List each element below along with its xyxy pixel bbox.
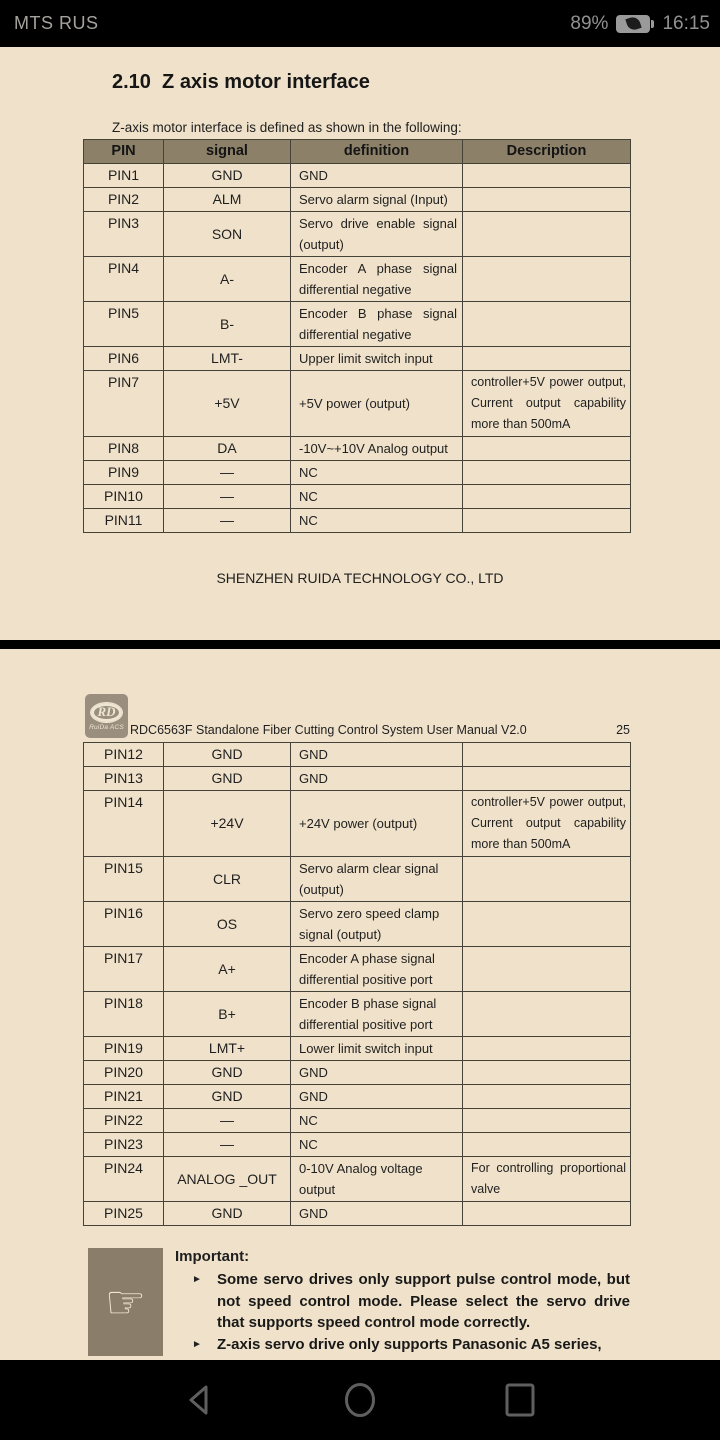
- description-cell: [463, 437, 631, 461]
- signal-cell: GND: [164, 1061, 291, 1085]
- definition-cell: -10V~+10V Analog output: [291, 437, 463, 461]
- signal-cell: GND: [164, 767, 291, 791]
- pin-table-page2: [83, 742, 631, 1226]
- battery-saver-leaf-icon: [625, 15, 641, 31]
- important-body: [175, 1248, 630, 1356]
- signal-cell: GND: [164, 1085, 291, 1109]
- signal-cell: —: [164, 485, 291, 509]
- pin-cell: PIN16: [84, 902, 164, 947]
- home-circle-icon: [342, 1382, 378, 1418]
- column-header: signal: [164, 140, 291, 164]
- table-row: [84, 164, 631, 188]
- company-footer: SHENZHEN RUIDA TECHNOLOGY CO., LTD: [216, 570, 504, 586]
- description-cell: [463, 212, 631, 257]
- table-row: [84, 743, 631, 767]
- table-row: [84, 461, 631, 485]
- document-page-2[interactable]: [0, 649, 720, 1360]
- bullet-text: Some servo drives only support pulse control mode, but not speed control mode. Please select the servo drive that supports speed control mode correctly.: [217, 1271, 630, 1331]
- table-row: [84, 857, 631, 902]
- recents-square-icon: [502, 1382, 538, 1418]
- pointing-hand-icon: ☞: [104, 1275, 147, 1329]
- definition-cell: Servo alarm clear signal (output): [291, 857, 463, 902]
- description-cell: [463, 1085, 631, 1109]
- description-cell: [463, 992, 631, 1037]
- definition-cell: Lower limit switch input: [291, 1037, 463, 1061]
- definition-cell: Servo zero speed clamp signal (output): [291, 902, 463, 947]
- pin-cell: PIN6: [84, 347, 164, 371]
- important-bullet: [190, 1334, 630, 1356]
- definition-cell: Servo drive enable signal (output): [291, 212, 463, 257]
- definition-cell: GND: [291, 1085, 463, 1109]
- signal-cell: LMT+: [164, 1037, 291, 1061]
- signal-cell: DA: [164, 437, 291, 461]
- pin-cell: PIN19: [84, 1037, 164, 1061]
- pin-cell: PIN14: [84, 791, 164, 857]
- battery-percent: 89%: [570, 12, 609, 34]
- definition-cell: NC: [291, 461, 463, 485]
- definition-cell: Encoder A phase signal differential negative: [291, 257, 463, 302]
- description-cell: [463, 1061, 631, 1085]
- logo-subtext: RuiDa ACS: [89, 723, 124, 731]
- table-row: [84, 347, 631, 371]
- note-panel: [88, 1248, 163, 1356]
- carrier-label: MTS RUS: [14, 13, 99, 33]
- page-break-divider: [0, 640, 720, 649]
- logo-rd-text: RD: [97, 704, 116, 719]
- pin-cell: PIN25: [84, 1202, 164, 1226]
- table-row: [84, 1085, 631, 1109]
- definition-cell: GND: [291, 1061, 463, 1085]
- recents-button[interactable]: [502, 1382, 538, 1418]
- signal-cell: —: [164, 1109, 291, 1133]
- table-row: [84, 767, 631, 791]
- pin-cell: PIN23: [84, 1133, 164, 1157]
- description-cell: [463, 1109, 631, 1133]
- battery-body: [616, 15, 650, 33]
- ruida-logo: [85, 694, 128, 738]
- signal-cell: CLR: [164, 857, 291, 902]
- manual-title: RDC6563F Standalone Fiber Cutting Control System User Manual V2.0: [130, 723, 527, 737]
- clock: 16:15: [662, 12, 710, 34]
- definition-cell: NC: [291, 1109, 463, 1133]
- description-cell: [463, 509, 631, 533]
- table-row: [84, 371, 631, 437]
- signal-cell: GND: [164, 1202, 291, 1226]
- pin-cell: PIN5: [84, 302, 164, 347]
- pin-cell: PIN21: [84, 1085, 164, 1109]
- table-row: [84, 1202, 631, 1226]
- pin-cell: PIN12: [84, 743, 164, 767]
- table-row: [84, 902, 631, 947]
- description-cell: [463, 461, 631, 485]
- signal-cell: GND: [164, 164, 291, 188]
- description-cell: [463, 947, 631, 992]
- description-cell: controller+5V power output, Current output capability more than 500mA: [463, 791, 631, 857]
- definition-cell: Encoder B phase signal differential negative: [291, 302, 463, 347]
- description-cell: [463, 1133, 631, 1157]
- description-cell: [463, 485, 631, 509]
- definition-cell: NC: [291, 485, 463, 509]
- android-nav-bar: [0, 1360, 720, 1440]
- definition-cell: GND: [291, 767, 463, 791]
- arrow-bullet-icon: ►: [192, 1338, 202, 1350]
- description-cell: [463, 1202, 631, 1226]
- column-header: Description: [463, 140, 631, 164]
- description-cell: [463, 767, 631, 791]
- table-row: [84, 947, 631, 992]
- document-page-1[interactable]: [0, 47, 720, 640]
- table-row: [84, 485, 631, 509]
- definition-cell: Encoder B phase signal differential positive port: [291, 992, 463, 1037]
- description-cell: [463, 347, 631, 371]
- description-cell: [463, 257, 631, 302]
- description-cell: [463, 164, 631, 188]
- important-note: [88, 1248, 630, 1356]
- home-button[interactable]: [342, 1382, 378, 1418]
- table-row: [84, 509, 631, 533]
- logo-oval: [90, 702, 123, 723]
- signal-cell: +5V: [164, 371, 291, 437]
- pin-cell: PIN2: [84, 188, 164, 212]
- pin-cell: PIN17: [84, 947, 164, 992]
- table-row: [84, 1109, 631, 1133]
- status-right-cluster: [570, 13, 710, 35]
- pin-cell: PIN1: [84, 164, 164, 188]
- signal-cell: —: [164, 509, 291, 533]
- signal-cell: ANALOG _OUT: [164, 1157, 291, 1202]
- pin-cell: PIN15: [84, 857, 164, 902]
- table-row: [84, 1133, 631, 1157]
- arrow-bullet-icon: ►: [192, 1274, 202, 1285]
- signal-cell: B-: [164, 302, 291, 347]
- bullet-text: Z-axis servo drive only supports Panasonic A5 series,: [217, 1335, 602, 1353]
- back-button[interactable]: [182, 1382, 218, 1418]
- table-row: [84, 188, 631, 212]
- back-triangle-icon: [182, 1382, 218, 1418]
- definition-cell: GND: [291, 743, 463, 767]
- signal-cell: LMT-: [164, 347, 291, 371]
- table-row: [84, 212, 631, 257]
- definition-cell: Servo alarm signal (Input): [291, 188, 463, 212]
- description-cell: [463, 743, 631, 767]
- signal-cell: —: [164, 1133, 291, 1157]
- page-number: 25: [616, 723, 630, 737]
- signal-cell: B+: [164, 992, 291, 1037]
- pin-cell: PIN7: [84, 371, 164, 437]
- signal-cell: —: [164, 461, 291, 485]
- table-row: [84, 1157, 631, 1202]
- pin-cell: PIN4: [84, 257, 164, 302]
- description-cell: [463, 857, 631, 902]
- description-cell: [463, 188, 631, 212]
- table-row: [84, 1037, 631, 1061]
- definition-cell: 0-10V Analog voltage output: [291, 1157, 463, 1202]
- pin-cell: PIN10: [84, 485, 164, 509]
- battery-icon: [616, 15, 654, 33]
- table-row: [84, 437, 631, 461]
- column-header: definition: [291, 140, 463, 164]
- table-row: [84, 302, 631, 347]
- pin-cell: PIN8: [84, 437, 164, 461]
- pin-cell: PIN9: [84, 461, 164, 485]
- important-bullet: [190, 1269, 630, 1334]
- pin-table-page1: [83, 139, 631, 533]
- section-title: 2.10 Z axis motor interface: [112, 71, 370, 93]
- pin-cell: PIN13: [84, 767, 164, 791]
- intro-text: Z-axis motor interface is defined as shown in the following:: [112, 120, 462, 135]
- important-bullet-list: [190, 1269, 630, 1355]
- signal-cell: OS: [164, 902, 291, 947]
- pin-cell: PIN20: [84, 1061, 164, 1085]
- signal-cell: GND: [164, 743, 291, 767]
- important-label: Important:: [175, 1248, 250, 1265]
- description-cell: [463, 902, 631, 947]
- description-cell: [463, 1037, 631, 1061]
- signal-cell: +24V: [164, 791, 291, 857]
- table-header-row: [84, 140, 631, 164]
- table-row: [84, 791, 631, 857]
- battery-tip: [651, 20, 654, 28]
- pin-cell: PIN3: [84, 212, 164, 257]
- description-cell: controller+5V power output, Current output capability more than 500mA: [463, 371, 631, 437]
- definition-cell: NC: [291, 509, 463, 533]
- pin-cell: PIN24: [84, 1157, 164, 1202]
- definition-cell: GND: [291, 164, 463, 188]
- definition-cell: GND: [291, 1202, 463, 1226]
- table-row: [84, 992, 631, 1037]
- signal-cell: A+: [164, 947, 291, 992]
- pin-cell: PIN11: [84, 509, 164, 533]
- signal-cell: A-: [164, 257, 291, 302]
- definition-cell: +5V power (output): [291, 371, 463, 437]
- status-bar: [0, 0, 720, 47]
- table-row: [84, 257, 631, 302]
- column-header: PIN: [84, 140, 164, 164]
- signal-cell: SON: [164, 212, 291, 257]
- signal-cell: ALM: [164, 188, 291, 212]
- running-header: [130, 723, 630, 737]
- definition-cell: NC: [291, 1133, 463, 1157]
- description-cell: [463, 302, 631, 347]
- table-row: [84, 1061, 631, 1085]
- definition-cell: +24V power (output): [291, 791, 463, 857]
- pin-cell: PIN22: [84, 1109, 164, 1133]
- description-cell: For controlling proportional valve: [463, 1157, 631, 1202]
- definition-cell: Encoder A phase signal differential positive port: [291, 947, 463, 992]
- pin-cell: PIN18: [84, 992, 164, 1037]
- definition-cell: Upper limit switch input: [291, 347, 463, 371]
